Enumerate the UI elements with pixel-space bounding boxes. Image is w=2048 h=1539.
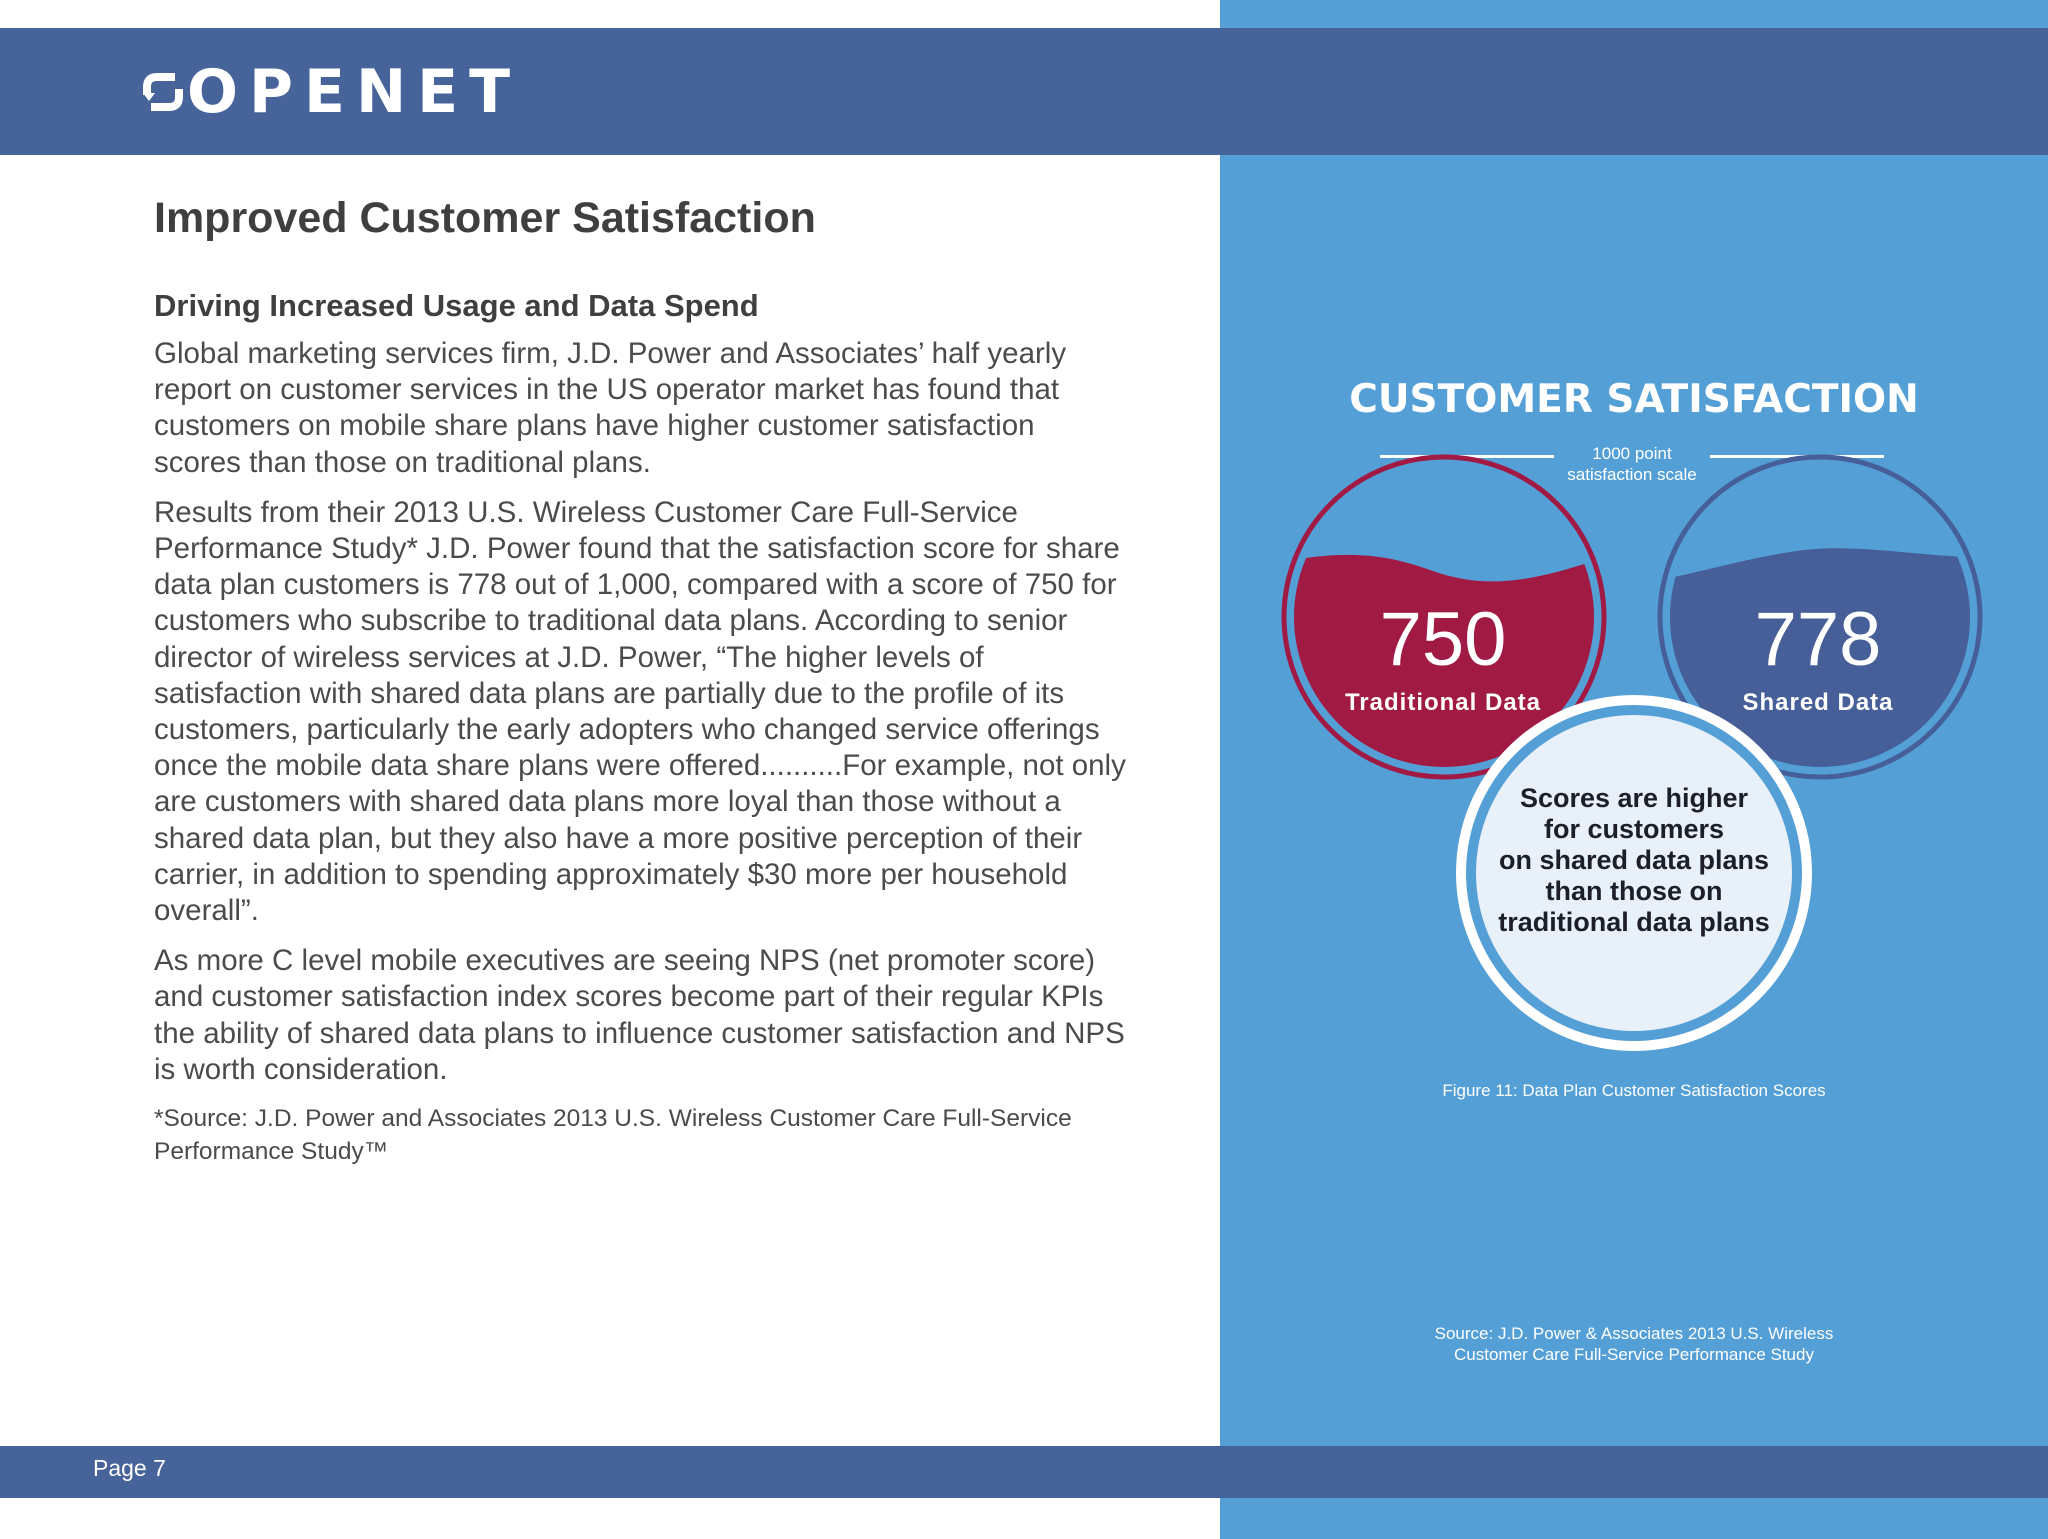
footer-bar: [0, 1446, 2048, 1498]
summary-text: [1460, 783, 1808, 938]
scale-label-line2: satisfaction scale: [1567, 465, 1697, 484]
page-number: Page 7: [93, 1455, 166, 1481]
article-paragraph: Results from their 2013 U.S. Wireless Customer Care Full-Service Performance Study* J.D. Power found that the satisfaction score for share data plan customers is 778 out of 1,000, compared with a score of 750 for customers who subscribe to traditional data plans. According to senior director of wireless services at J.D. Power, “The higher levels of satisfaction with shared data plans are partially due to the profile of its customers, particularly the early adopters who changed service offerings once the mobile data share plans were offered..........For example, not only are customers with shared data plans more loyal than those without a shared data plan, but they also have a more positive perception of their carrier, in addition to spending approximately $30 more per household overall”.: [154, 495, 1126, 928]
traditional-label: Traditional Data: [1344, 689, 1542, 716]
page-title: Improved Customer Satisfaction: [154, 194, 816, 242]
source-line1: Source: J.D. Power & Associates 2013 U.S. Wireless: [1434, 1324, 1834, 1343]
scale-label-line1: 1000 point: [1592, 444, 1672, 463]
satisfaction-circles: [1270, 440, 2000, 1060]
source-line2: Customer Care Full-Service Performance Study: [1454, 1345, 1814, 1364]
logo-wordmark: OPENET: [187, 57, 522, 127]
traditional-score: 750: [1379, 597, 1507, 682]
summary-line: than those on: [1545, 876, 1723, 906]
source-footnote: *Source: J.D. Power and Associates 2013 U.S. Wireless Customer Care Full-Service Performance Study™: [154, 1105, 1072, 1166]
figure-caption: Figure 11: Data Plan Customer Satisfaction Scores: [1442, 1081, 1826, 1100]
article-paragraph: Global marketing services firm, J.D. Power and Associates’ half yearly report on customer services in the US operator market has found that customers on mobile share plans have higher customer satisfaction scores than those on traditional plans.: [154, 337, 1067, 479]
summary-line: for customers: [1543, 814, 1725, 844]
shared-score: 778: [1754, 597, 1882, 682]
shared-label: Shared Data: [1742, 689, 1894, 716]
infographic-title: CUSTOMER SATISFACTION: [1349, 377, 1919, 422]
summary-line: on shared data plans: [1498, 845, 1770, 875]
summary-line: Scores are higher: [1519, 783, 1749, 813]
logo-arrow-icon: [143, 69, 183, 115]
article-paragraph: As more C level mobile executives are seeing NPS (net promoter score) and customer satisfaction index scores become part of their regular KPIs the ability of shared data plans to influence customer satisfaction and NPS is worth consideration.: [154, 944, 1125, 1086]
article-content: [154, 190, 1129, 1168]
openet-logo: [143, 57, 522, 127]
infographic-source: [1400, 1323, 1868, 1365]
summary-line: traditional data plans: [1498, 907, 1770, 937]
section-subheading: Driving Increased Usage and Data Spend: [154, 288, 759, 323]
